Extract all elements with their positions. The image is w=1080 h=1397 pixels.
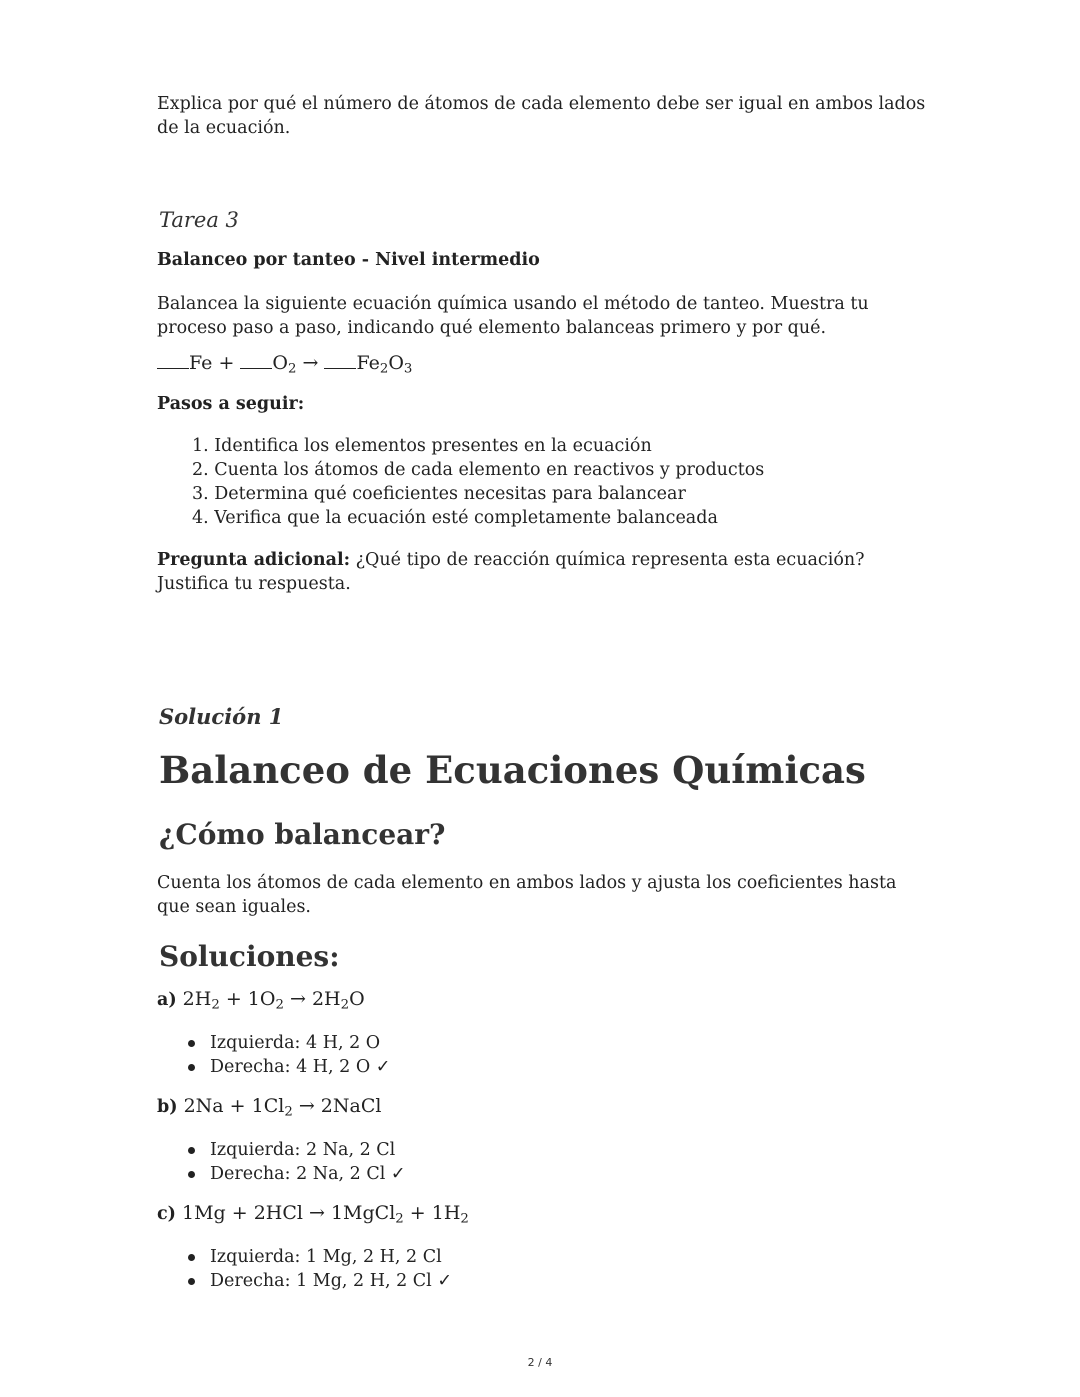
page-number: 2 / 4 <box>527 1356 553 1369</box>
solution-title: Balanceo de Ecuaciones Químicas <box>159 748 866 792</box>
extra-question-text: ¿Qué tipo de reacción química representa esta ecuación? Justifica tu respuesta. <box>157 550 865 594</box>
task-instructions: Balancea la siguiente ecuación química usando el método de tanteo. Muestra tu proceso paso a paso, indicando qué elemento balanceas primero y por qué. <box>157 294 869 338</box>
list-item: Izquierda: 4 H, 2 O <box>157 1031 390 1055</box>
blank-coefficient-1[interactable] <box>157 352 189 369</box>
how-text: Cuenta los átomos de cada elemento en ambos lados y ajusta los coeficientes hasta que sean iguales. <box>157 873 897 917</box>
task-equation: $Fe + O_2 \to Fe_2O_3$ <box>157 352 412 376</box>
solution-item-c-equation: c) 1Mg + 2HCl → 1MgCl$_2$ + $1H_2$ <box>157 1202 469 1227</box>
intro-paragraph: Explica por qué el número de átomos de cada elemento debe ser igual en ambos lados de la ecuación. <box>157 94 926 138</box>
solution-item-a-equation: a) $2H_2 + 1O_2 \to 2H_2O$ <box>157 988 365 1013</box>
blank-coefficient-3[interactable] <box>324 352 356 369</box>
list-item: Derecha: 1 Mg, 2 H, 2 Cl ✓ <box>157 1269 452 1293</box>
solution-item-b-checks <box>157 1138 406 1186</box>
solutions-title: Soluciones: <box>159 940 340 973</box>
extra-question-label: Pregunta adicional: <box>157 550 351 570</box>
task-title: Balanceo por tanteo - Nivel intermedio <box>157 250 540 270</box>
solution-label: Solución 1 <box>159 704 284 729</box>
list-item: 2. Cuenta los átomos de cada elemento en reactivos y productos <box>192 460 765 480</box>
list-item: Izquierda: 2 Na, 2 Cl <box>157 1138 406 1162</box>
list-item: Izquierda: 1 Mg, 2 H, 2 Cl <box>157 1245 452 1269</box>
list-item: Derecha: 2 Na, 2 Cl ✓ <box>157 1162 406 1186</box>
solution-item-c-checks <box>157 1245 452 1293</box>
list-item: Derecha: 4 H, 2 O ✓ <box>157 1055 390 1079</box>
steps-title: Pasos a seguir: <box>157 394 305 414</box>
steps-list <box>192 434 764 530</box>
blank-coefficient-2[interactable] <box>240 352 272 369</box>
how-title: ¿Cómo balancear? <box>159 818 446 851</box>
task-label: Tarea 3 <box>159 208 239 232</box>
list-item: 4. Verifica que la ecuación esté completamente balanceada <box>192 508 718 528</box>
list-item: 1. Identifica los elementos presentes en la ecuación <box>192 436 652 456</box>
solution-item-a-checks <box>157 1031 390 1079</box>
list-item: 3. Determina qué coeficientes necesitas para balancear <box>192 484 686 504</box>
extra-question <box>157 548 927 596</box>
solution-item-b-equation: b) $2Na + 1Cl_2$ → 2NaCl <box>157 1095 382 1120</box>
